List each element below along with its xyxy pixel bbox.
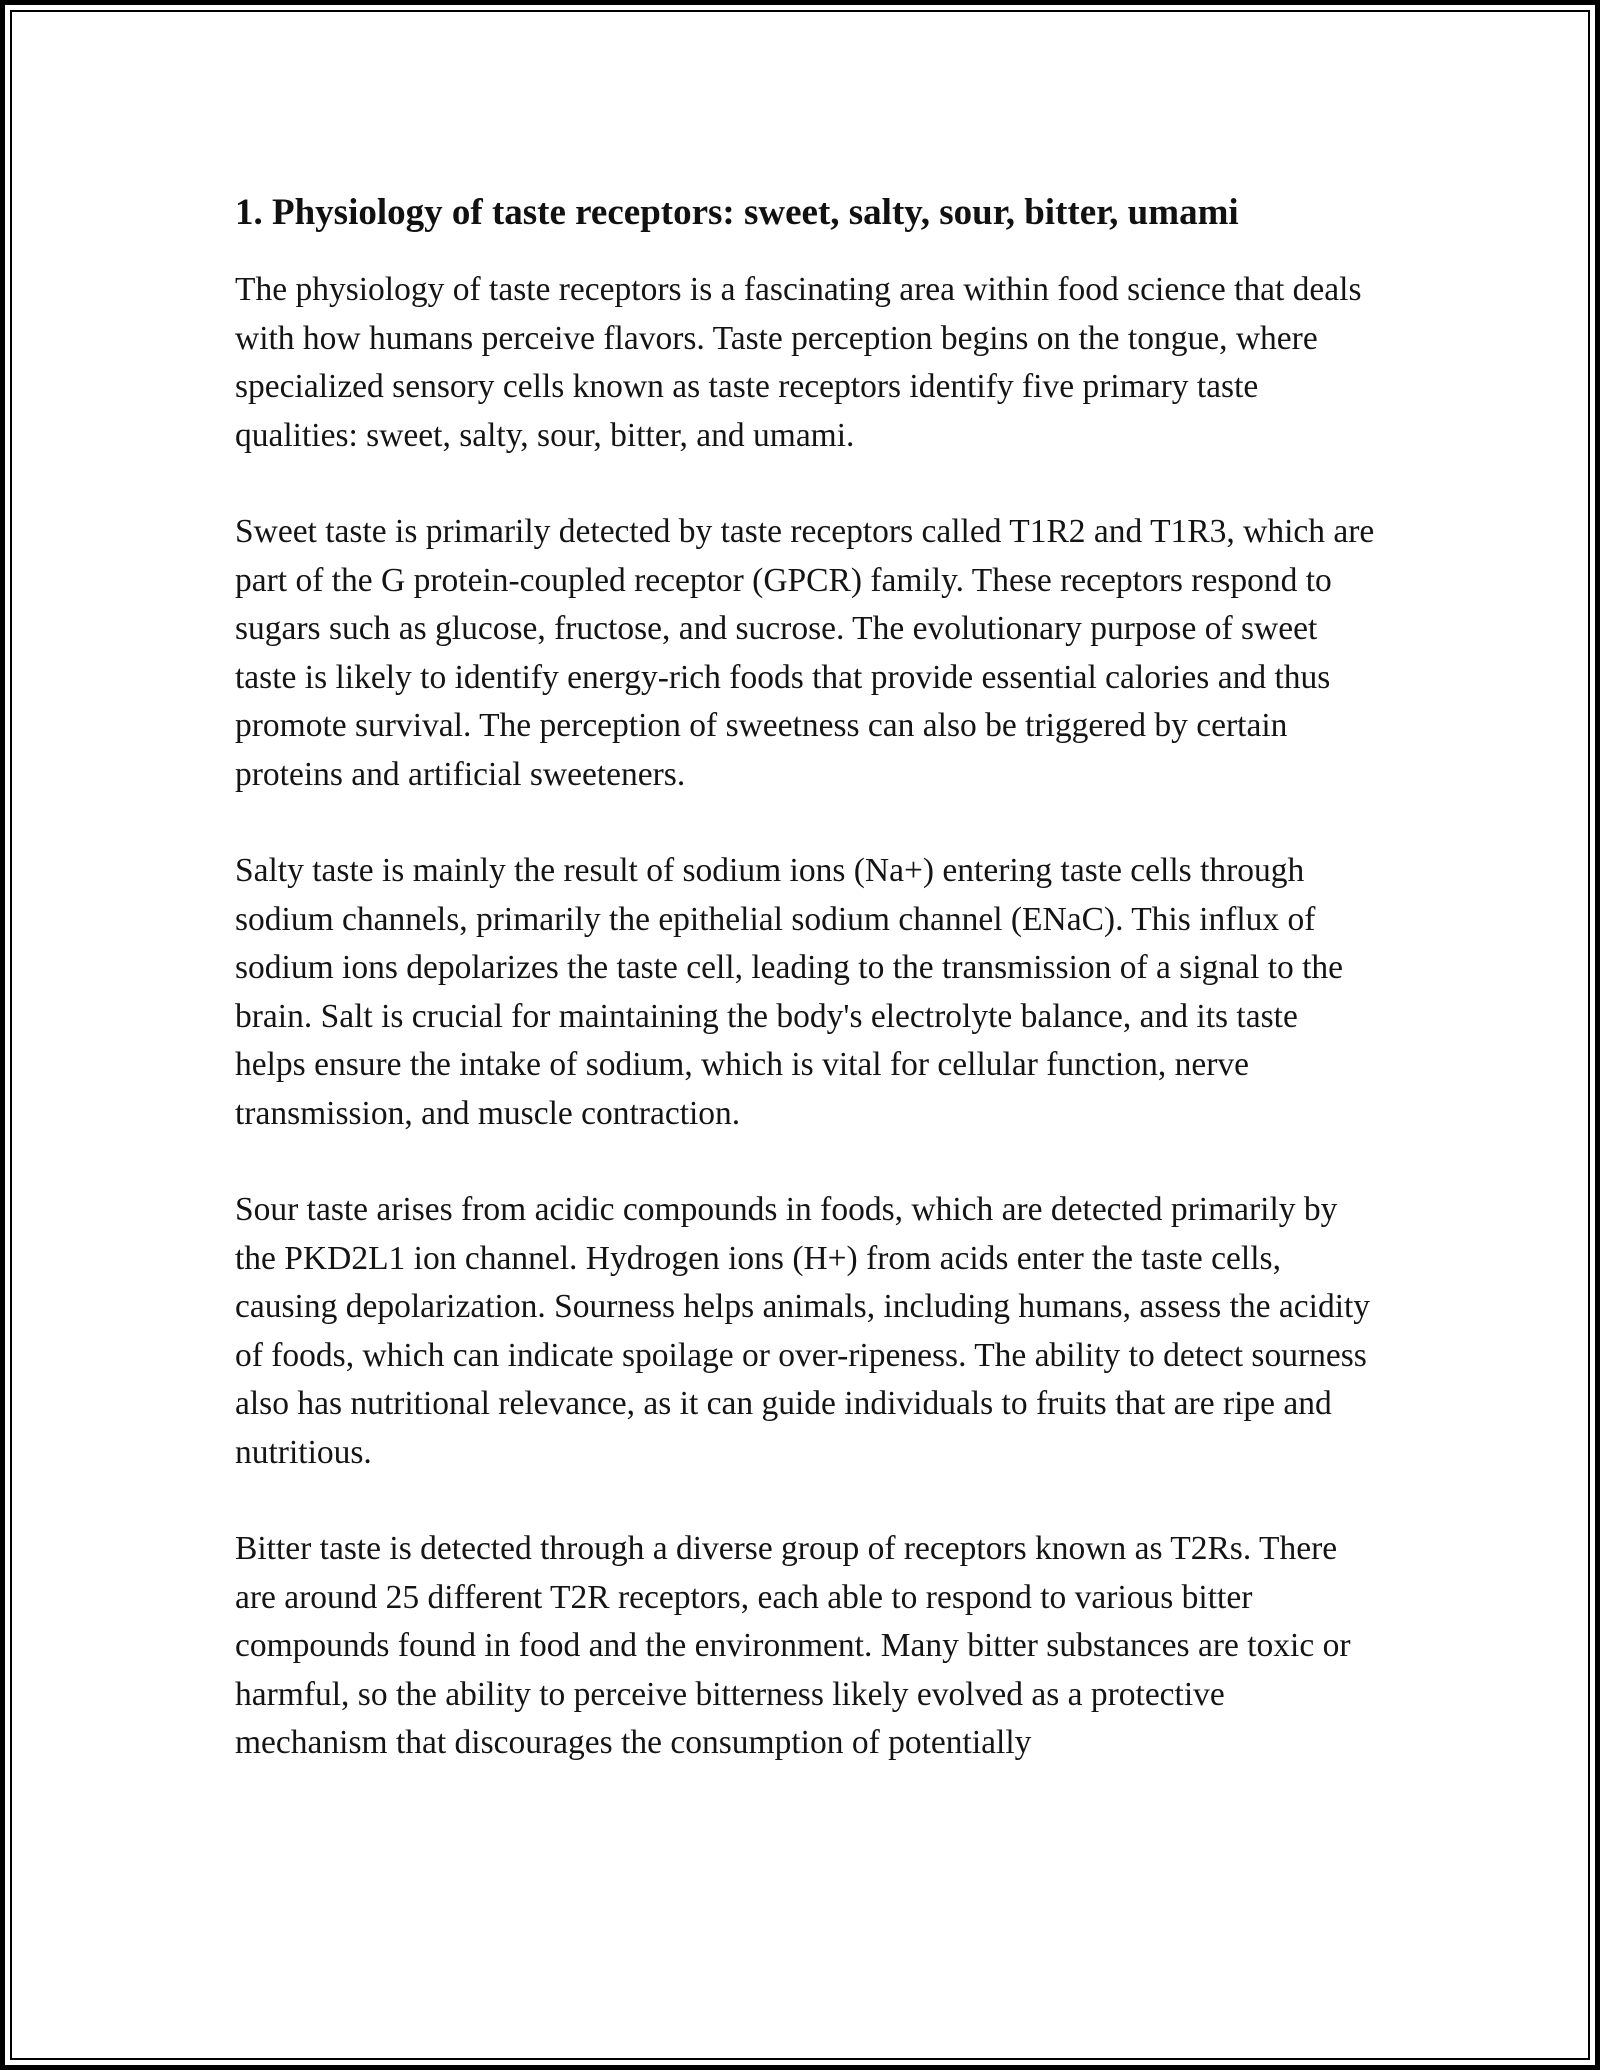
document-body <box>235 186 1375 1768</box>
paragraph-salty: Salty taste is mainly the result of sodium ions (Na+) entering taste cells through sodium channels, primarily the epithelial sodium channel (ENaC). This influx of sodium ions depolarizes the taste cell, leading to the transmission of a signal to the brain. Salt is crucial for maintaining the body's electrolyte balance, and its taste helps ensure the intake of sodium, which is vital for cellular function, nerve transmission, and muscle contraction. <box>235 852 1344 1132</box>
paragraph-sweet: Sweet taste is primarily detected by taste receptors called T1R2 and T1R3, which are part of the G protein-coupled receptor (GPCR) family. These receptors respond to sugars such as glucose, fructose, and sucrose. The evolutionary purpose of sweet taste is likely to identify energy-rich foods that provide essential calories and thus promote survival. The perception of sweetness can also be triggered by certain proteins and artificial sweeteners. <box>235 513 1375 793</box>
paragraph-bitter: Bitter taste is detected through a diverse group of receptors known as T2Rs. There are around 25 different T2R receptors, each able to respond to various bitter compounds found in food and the environment. Many bitter substances are toxic or harmful, so the ability to perceive bitterness likely evolved as a protective mechanism that discourages the consumption of potentially <box>235 1530 1351 1761</box>
section-heading: 1. Physiology of taste receptors: sweet, salty, sour, bitter, umami <box>235 192 1239 233</box>
paragraph-intro: The physiology of taste receptors is a fascinating area within food science that deals with how humans perceive flavors. Taste perception begins on the tongue, where specialized sensory cells known as taste receptors identify five primary taste qualities: sweet, salty, sour, bitter, and umami. <box>235 271 1362 454</box>
paragraph-sour: Sour taste arises from acidic compounds in foods, which are detected primarily by the PKD2L1 ion channel. Hydrogen ions (H+) from acids enter the taste cells, causing depolarization. Sourness helps animals, including humans, assess the acidity of foods, which can indicate spoilage or over-ripeness. The ability to detect sourness also has nutritional relevance, as it can guide individuals to fruits that are ripe and nutritious. <box>235 1191 1371 1471</box>
